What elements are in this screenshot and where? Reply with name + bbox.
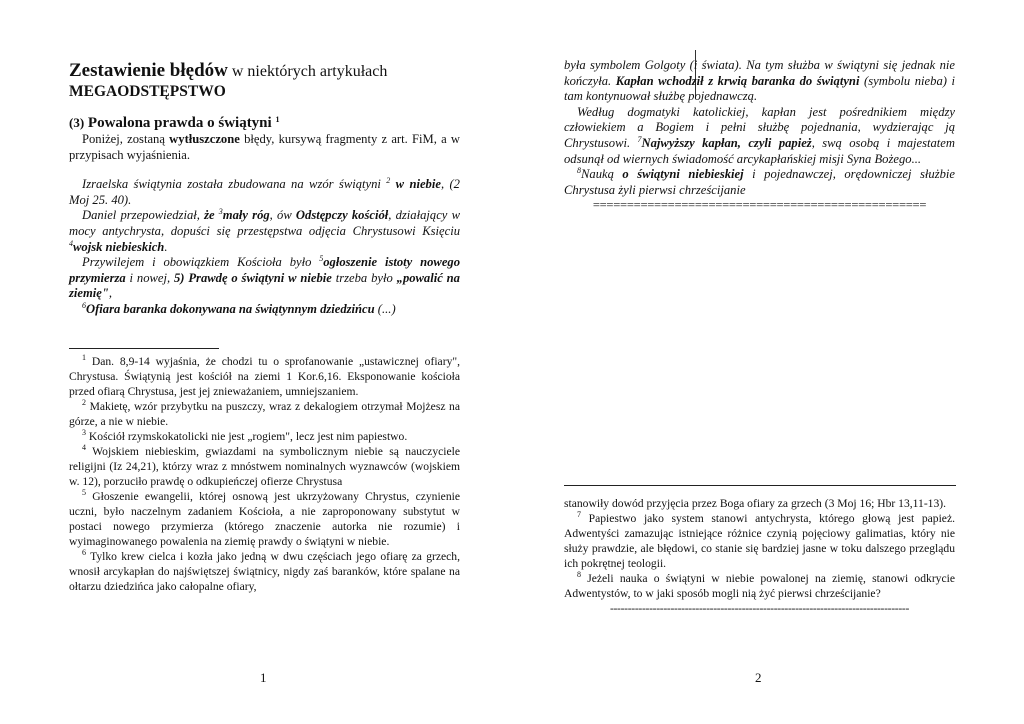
separator-equals: ================================================= xyxy=(592,198,927,213)
footnote-1-number: 1 xyxy=(82,353,86,362)
title-main: Zestawienie błędów xyxy=(69,60,228,81)
rp2-bold: Najwyższy kapłan, czyli papież xyxy=(641,135,812,150)
p2-text-d: , ów xyxy=(269,208,296,223)
footnote-ref-4: 4 xyxy=(69,238,73,248)
footnote-8-number: 8 xyxy=(577,570,581,579)
rp1-bold: Kapłan wchodził z krwią baranka do świątyni xyxy=(615,73,860,88)
p2-bold-c: mały róg xyxy=(222,208,270,223)
footnote-5-text: Głoszenie ewangelii, której osnową jest ukrzyżowany Chrystus, czynienie uczni, było naczelnym zadaniem Kościoła, a nie zaproponowany substytut w postaci nowego przymierza (którego znaczenie autorka nie rozumie) i wyimaginowanego powalenia na ziemię prawdy o świątyni w niebie. xyxy=(69,490,460,548)
p2-bold-g: wojsk niebieskich xyxy=(73,239,165,254)
footnote-2 xyxy=(69,399,460,429)
rp1-text-c: (symbolu nieba) i tam kontynuował służbę pojednawczą. xyxy=(564,73,956,104)
footnote-6-number: 6 xyxy=(82,548,86,557)
footnote-divider xyxy=(564,485,956,486)
section-title: Powalona prawda o świątyni xyxy=(84,115,272,131)
footnote-7-text: Papiestwo jako system stanowi antychrysta, którego głową jest papież. Adwentyści zamazując istniejące różnice czynią pojęciowy galimatias, który nie służy prawdzie, ale błędowi, co stanie się bardziej jasne w toku dalszego przeglądu ich pokrętnej teologii. xyxy=(564,512,955,570)
footnote-3-text: Kościół rzymskokatolicki nie jest „rogiem", lecz jest nim papiestwo. xyxy=(86,430,408,443)
footnote-ref-5: 5 xyxy=(319,254,324,264)
footnote-6-text: Tylko krew cielca i kozła jako jedną w dwu częściach jego ofiarę za grzech, wnosił arcykapłan do najświętszej świątnicy, nigdy zaś baranków, które spalane na ołtarzu dziedzińca jako całopalne ofiary, xyxy=(69,550,460,593)
rp3-bold: o świątyni niebieskiej xyxy=(622,167,744,182)
p2-bold-e: Odstępczy kościół xyxy=(295,208,389,223)
p1-text-c: , (2 Moj 25. 40). xyxy=(69,177,460,207)
footnote-1 xyxy=(69,354,460,399)
separator-dashes: ------------------------------------------------------------------------------------ xyxy=(609,602,910,615)
footnote-6 xyxy=(69,549,460,594)
footnote-5 xyxy=(69,489,460,549)
right-paragraph-1 xyxy=(564,58,955,105)
footnote-8-text: Jeżeli nauka o świątyni w niebie powalonej na ziemię, stanowi odkrycie Adwentystów, to w jaki sposób mogli nią żyć pierwsi chrześcijanie? xyxy=(564,572,955,600)
footnote-7-number: 7 xyxy=(577,510,581,519)
footnote-4-text: Wojskiem niebieskim, gwiazdami na symbolicznym niebie są nauczyciele religijni (Iz 24,21), którzy wraz z mnóstwem nominalnych wyznawców (wojskiem w. 12), porzuciło prawdę o odkupieńczej ofierze Chrystusa xyxy=(69,445,460,488)
section-number: (3) xyxy=(69,115,85,130)
intro-text-a: Poniżej, zostaną xyxy=(82,132,170,146)
footnote-3 xyxy=(69,429,460,444)
p1-text-a: Izraelska świątynia została zbudowana na wzór świątyni xyxy=(82,177,387,192)
p1-bold: w niebie xyxy=(390,177,441,192)
intro-text-c: błędy, kursywą fragmenty z art. FiM, a w przypisach wyjaśnienia. xyxy=(69,132,461,162)
p2-text-a: Daniel przepowiedział, xyxy=(82,208,205,223)
p2-bold-b: że xyxy=(204,208,219,223)
footnote-ref-2: 2 xyxy=(386,176,391,186)
footnote-8 xyxy=(564,571,955,601)
right-paragraph-2 xyxy=(564,105,955,167)
footnote-2-number: 2 xyxy=(82,398,86,407)
right-page xyxy=(512,0,1024,724)
footnote-3-number: 3 xyxy=(82,428,86,437)
footnote-7 xyxy=(564,511,955,571)
intro-bold: wytłuszczone xyxy=(169,132,240,146)
p3-text-c: i nowej, xyxy=(125,270,174,285)
page-number-right: 2 xyxy=(755,670,762,685)
quote-paragraph-4 xyxy=(69,302,460,318)
footnote-ref-1: 1 xyxy=(275,115,280,124)
footnote-6-continued: stanowiły dowód przyjęcia przez Boga ofiary za grzech (3 Moj 16; Hbr 13,11-13). xyxy=(564,497,947,510)
right-main-text xyxy=(564,58,955,214)
rp3-text-a: Nauką xyxy=(581,167,623,182)
right-paragraph-3 xyxy=(564,167,955,198)
p3-text-e: trzeba było xyxy=(331,270,397,285)
quote-paragraph-2 xyxy=(69,208,460,255)
footnote-ref-7: 7 xyxy=(637,134,642,144)
p3-text-g: , xyxy=(108,286,113,301)
p3-text-a: Przywilejem i obowiązkiem Kościoła było xyxy=(82,255,320,270)
footnote-4 xyxy=(69,444,460,489)
rp3-text-c: i pojednawczej, orędowniczej służbie Chrystusa żyli pierwsi chrześcijanie xyxy=(564,167,956,197)
rp2-text-c: , swą osobą i majestatem odsunął od wiernych świadomość arcykapłańskiej misji Syna Bożego... xyxy=(564,135,955,166)
p4-text-b: (...) xyxy=(374,301,396,316)
footnote-5-number: 5 xyxy=(82,488,86,497)
page-number-left: 1 xyxy=(260,670,267,685)
p2-text-h: . xyxy=(164,239,168,254)
p3-bold-f: „powalić na ziemię" xyxy=(69,270,460,301)
section-heading xyxy=(69,114,460,132)
document-title xyxy=(69,60,460,83)
p3-bold-b: ogłoszenie istoty nowego przymierza xyxy=(69,255,461,285)
title-sub: w niektórych artykułach xyxy=(227,63,388,80)
p4-bold: Ofiara baranka dokonywana na świątynnym dziedzińcu xyxy=(86,301,375,316)
footnote-divider xyxy=(69,348,219,349)
footnote-1-text: Dan. 8,9-14 wyjaśnia, że chodzi tu o sprofanowanie „ustawicznej ofiary", Chrystusa. Świątynią jest kościół na ziemi 1 Kor.6,16. Eksponowanie kościoła przed ofiarą Chrystusa, jest jej znieważaniem, umniejszaniem. xyxy=(69,355,460,398)
intro-paragraph xyxy=(69,132,460,163)
footnote-2-text: Makietę, wzór przybytku na puszczy, wraz z dekalogiem otrzymał Mojżesz na górze, a nie w niebie. xyxy=(69,400,460,428)
right-footnotes xyxy=(564,496,955,616)
rp2-text-a: Według dogmatyki katolickiej, kapłan jest pośrednikiem między człowiekiem a Bogiem i pełni służbę pojednania, wydzierając ją Chrystusowi. xyxy=(564,104,955,150)
p3-bold-d: 5) Prawdę o świątyni w niebie xyxy=(174,270,332,285)
left-footnotes xyxy=(69,354,460,594)
p2-text-f: , działający w mocy antychrysta, dopuści się przestępstwa odjęcia Chrystusowi Księciu xyxy=(69,208,460,238)
footnote-ref-6: 6 xyxy=(82,300,86,310)
quote-paragraph-1 xyxy=(69,177,460,208)
footnote-ref-8: 8 xyxy=(577,166,581,176)
left-main-text xyxy=(69,60,460,318)
footnote-ref-3: 3 xyxy=(218,207,223,217)
document-subtitle: MEGAODSTĘPSTWO xyxy=(69,83,226,100)
footnote-4-number: 4 xyxy=(82,443,86,452)
rp1-text-a: była symbolem Golgoty (i świata). Na tym służba w świątyni się jednak nie kończyła. xyxy=(564,58,955,88)
quote-paragraph-3 xyxy=(69,255,460,302)
